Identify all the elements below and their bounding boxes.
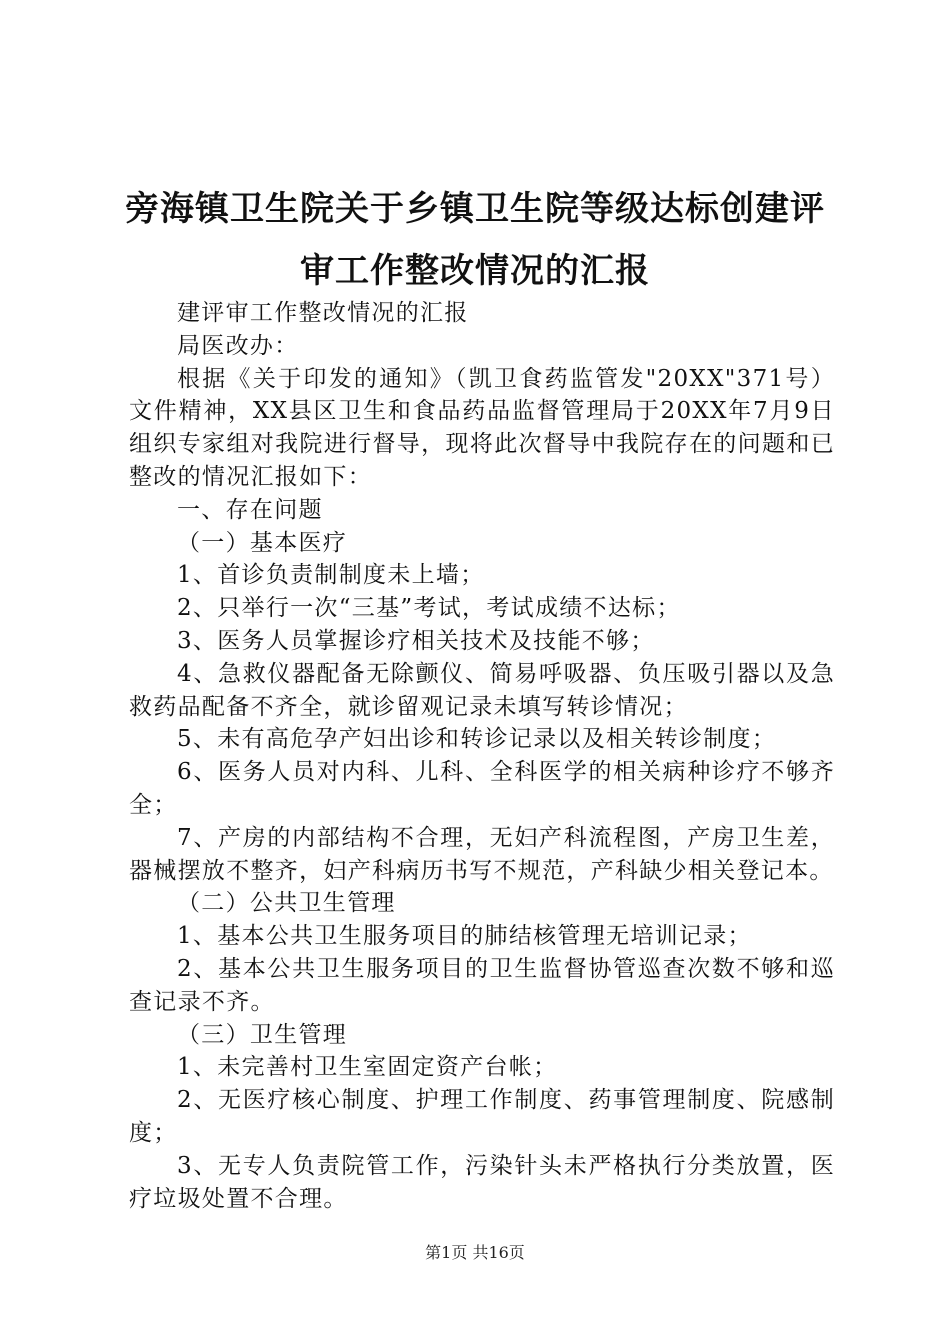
document-body xyxy=(129,297,835,1215)
subsection-heading-basic-medical: （一）基本医疗 xyxy=(177,529,348,556)
list-item: 2、基本公共卫生服务项目的卫生监督协管巡查次数不够和巡查记录不齐。 xyxy=(129,955,835,1015)
list-item: 2、无医疗核心制度、护理工作制度、药事管理制度、院感制度； xyxy=(129,1087,835,1146)
list-item: 3、医务人员掌握诊疗相关技术及技能不够； xyxy=(177,627,655,654)
list-item: 6、医务人员对内科、儿科、全科医学的相关病种诊疗不够齐全； xyxy=(129,759,835,818)
list-item: 1、未完善村卫生室固定资产台帐； xyxy=(177,1054,558,1081)
page-number-footer: 第1页 共16页 xyxy=(425,1243,525,1262)
paragraph-subtitle: 建评审工作整改情况的汇报 xyxy=(177,300,469,326)
paragraph-recipient: 局医改办： xyxy=(177,332,299,359)
subsection-heading-public-health: （二）公共卫生管理 xyxy=(177,890,396,917)
subsection-heading-health-management: （三）卫生管理 xyxy=(177,1021,348,1048)
list-item: 4、急救仪器配备无除颤仪、简易呼吸器、负压吸引器以及急救药品配备不齐全，就诊留观记录未填写转诊情况； xyxy=(129,660,835,720)
document-title-line-2: 审工作整改情况的汇报 xyxy=(300,251,650,291)
list-item: 7、产房的内部结构不合理，无妇产科流程图，产房卫生差，器械摆放不整齐，妇产科病历书写不规范，产科缺少相关登记本。 xyxy=(129,824,835,884)
paragraph-intro: 根据《关于印发的通知》（凯卫食药监管发"20XX"371号）文件精神，XX县区卫生和食品药品监督管理局于20XX年7月9日组织专家组对我院进行督导，现将此次督导中我院存在的问题和已整改的情况汇报如下： xyxy=(129,365,835,490)
list-item: 1、首诊负责制制度未上墙； xyxy=(177,562,485,589)
list-item: 5、未有高危孕产妇出诊和转诊记录以及相关转诊制度； xyxy=(177,726,777,753)
list-item: 3、无专人负责院管工作，污染针头未严格执行分类放置，医疗垃圾处置不合理。 xyxy=(129,1152,835,1212)
list-item: 1、基本公共卫生服务项目的肺结核管理无培训记录； xyxy=(177,923,752,950)
document-title-line-1: 旁海镇卫生院关于乡镇卫生院等级达标创建评 xyxy=(125,189,825,229)
list-item: 2、只举行一次“三基”考试，考试成绩不达标； xyxy=(177,595,681,622)
section-heading-problems: 一、存在问题 xyxy=(177,496,323,523)
